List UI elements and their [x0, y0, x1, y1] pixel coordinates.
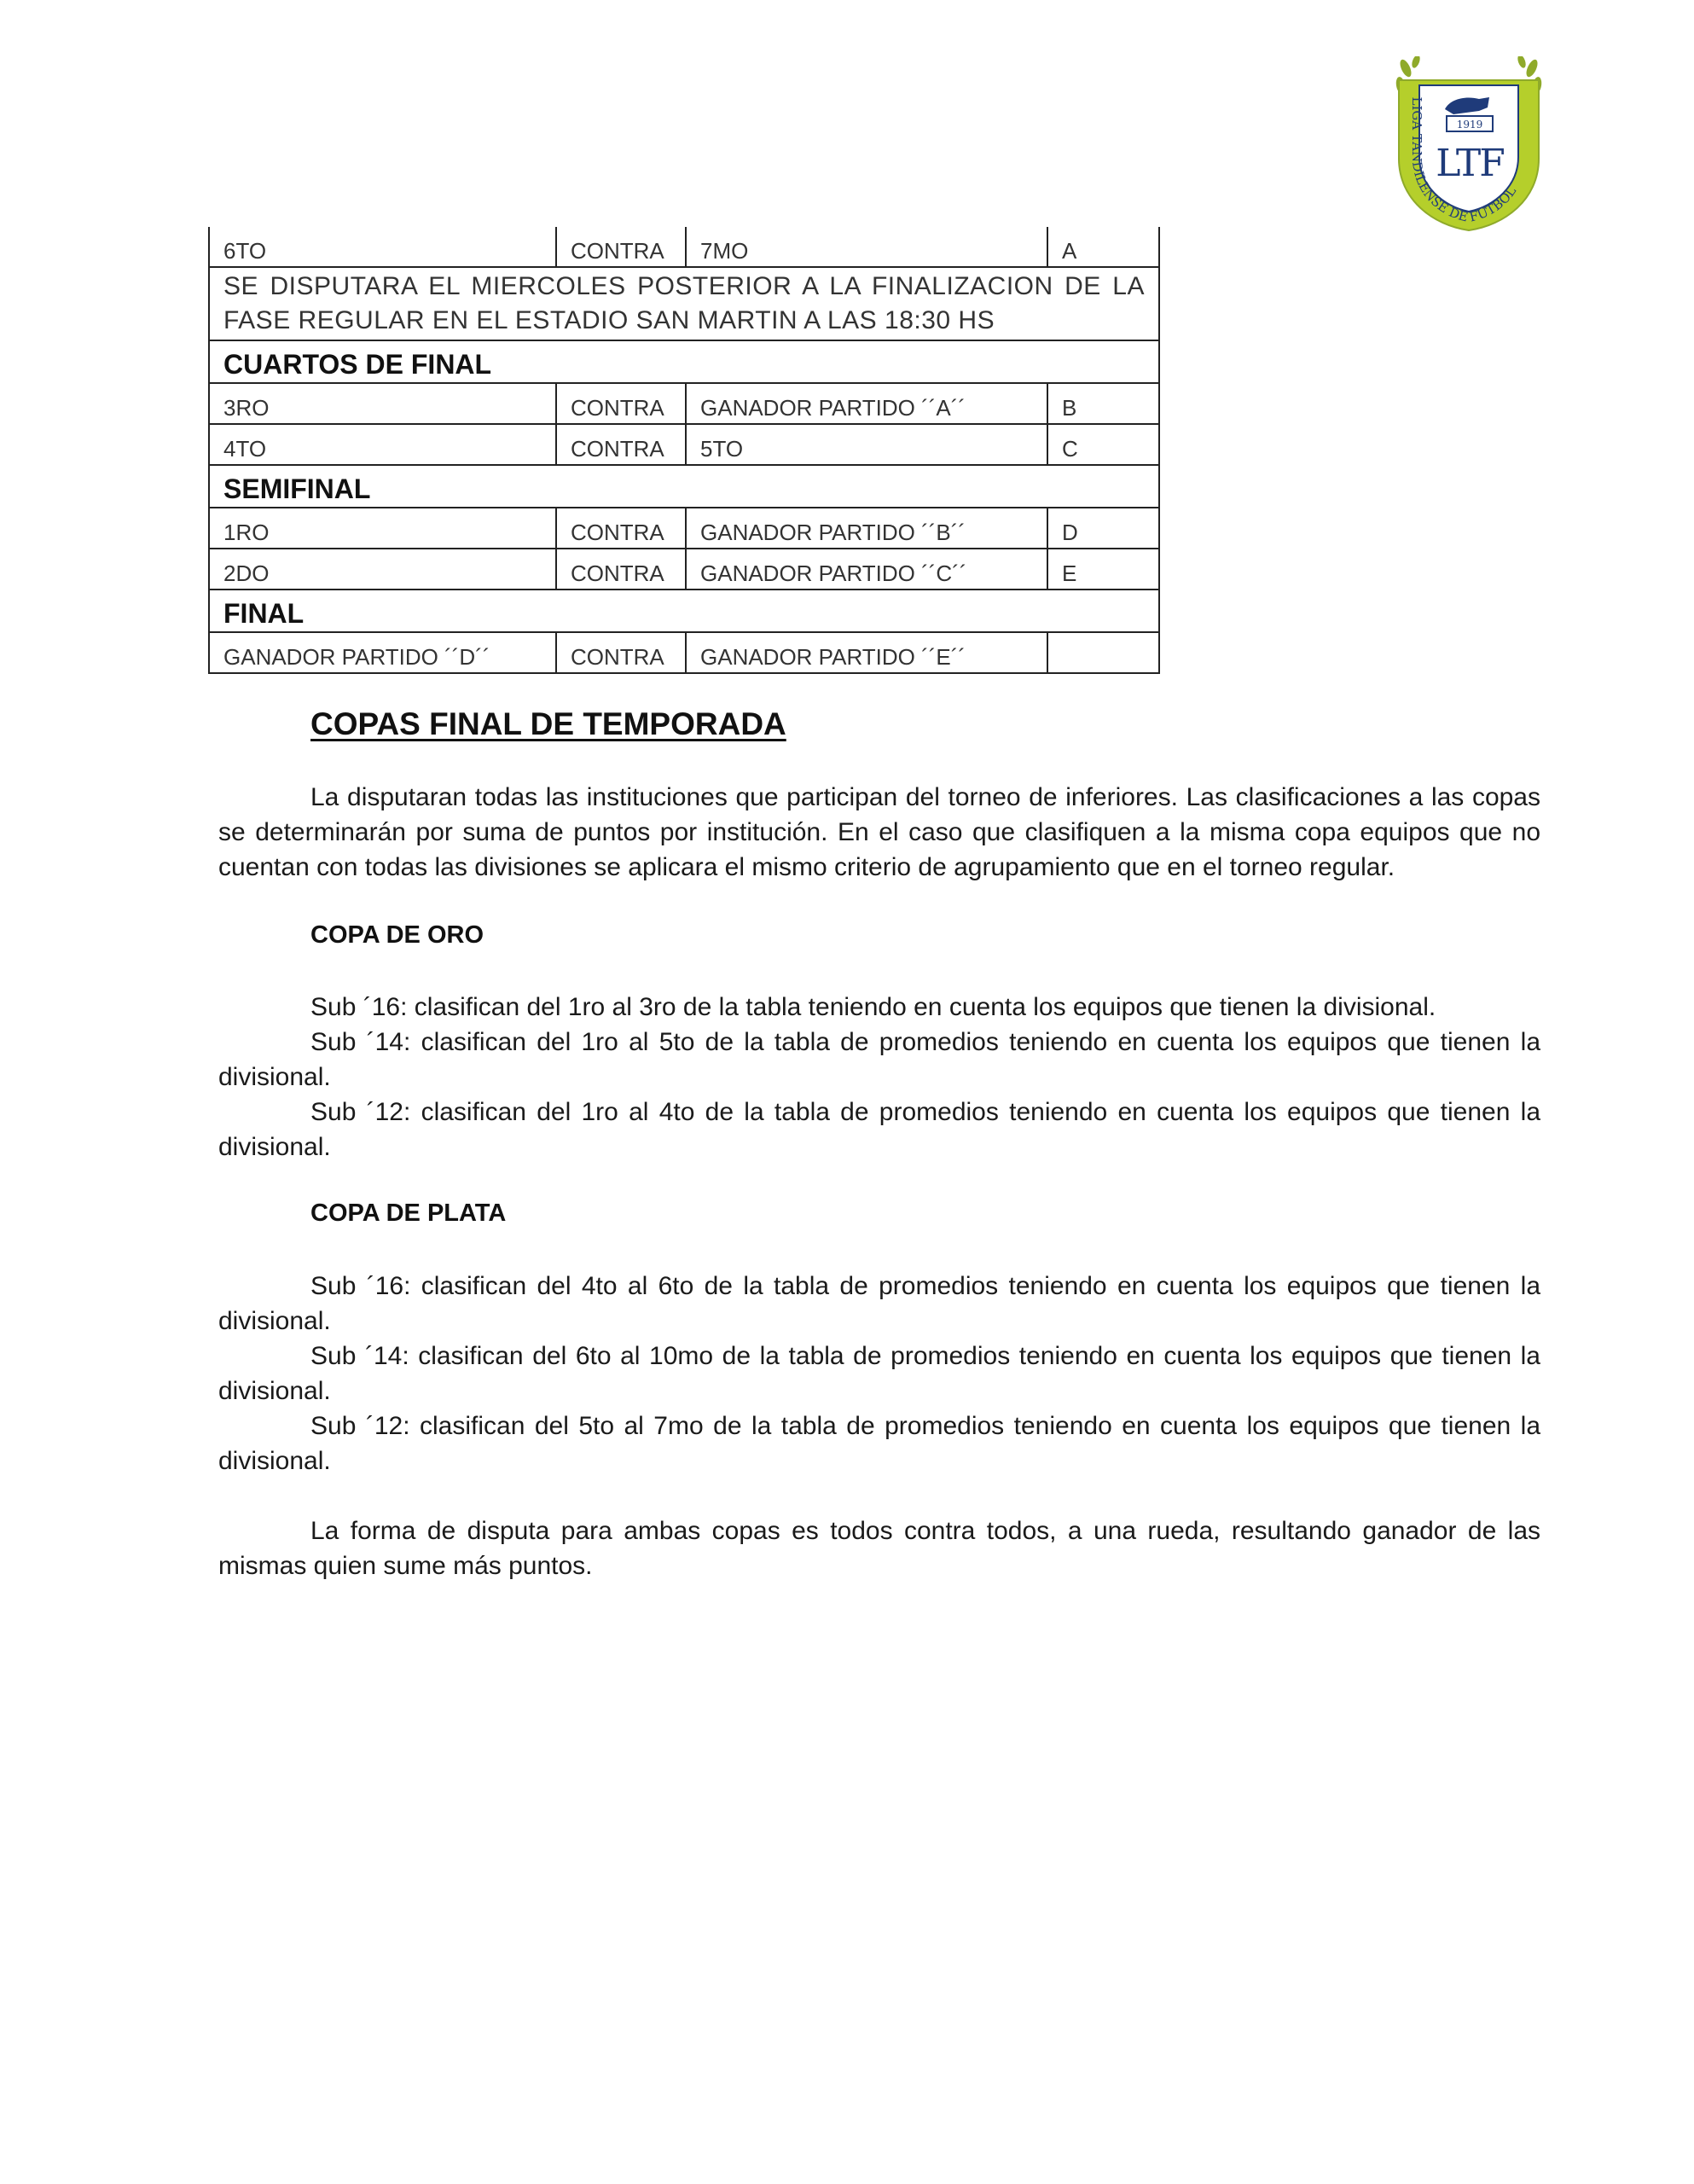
playoff-fixture-table — [208, 227, 1160, 674]
intro-paragraph: La disputaran todas las instituciones que participan del torneo de inferiores. Las clasificaciones a las copas se determinarán por suma de puntos por institución. En el caso que clasifiquen a la misma copa equipos que no cuentan con todas las divisiones se aplicara el mismo criterio de agrupamiento que en el torneo regular. — [218, 783, 1540, 881]
table-row — [209, 549, 1159, 590]
stage-header-row — [209, 590, 1159, 632]
team2-cell: 7MO — [686, 227, 1047, 267]
match-id-cell: E — [1047, 549, 1159, 590]
stage-title-semifinal: SEMIFINAL — [209, 465, 1159, 508]
team2-cell: 5TO — [686, 424, 1047, 465]
copa-plata-line: Sub ´12: clasifican del 5to al 7mo de la tabla de promedios teniendo en cuenta los equipos que tienen la divisional. — [218, 1412, 1540, 1475]
table-row — [209, 632, 1159, 673]
svg-text:1919: 1919 — [1456, 119, 1483, 131]
team2-cell: GANADOR PARTIDO ´´E´´ — [686, 632, 1047, 673]
team2-cell: GANADOR PARTIDO ´´A´´ — [686, 383, 1047, 424]
table-row — [209, 508, 1159, 549]
team2-cell: GANADOR PARTIDO ´´B´´ — [686, 508, 1047, 549]
copa-oro-heading: COPA DE ORO — [310, 921, 484, 949]
table-row — [209, 424, 1159, 465]
copa-plata-line: Sub ´14: clasifican del 6to al 10mo de la tabla de promedios teniendo en cuenta los equipos que tienen la divisional. — [218, 1342, 1540, 1405]
match-id-cell: B — [1047, 383, 1159, 424]
team1-cell: 2DO — [209, 549, 556, 590]
match-id-cell — [1047, 632, 1159, 673]
versus-cell: CONTRA — [556, 383, 686, 424]
versus-cell: CONTRA — [556, 227, 686, 267]
team1-cell: 1RO — [209, 508, 556, 549]
stage-header-row — [209, 340, 1159, 383]
versus-cell: CONTRA — [556, 632, 686, 673]
team1-cell: GANADOR PARTIDO ´´D´´ — [209, 632, 556, 673]
section-heading-copas: COPAS FINAL DE TEMPORADA — [310, 706, 786, 741]
team1-cell: 4TO — [209, 424, 556, 465]
copa-oro-line: Sub ´12: clasifican del 1ro al 4to de la tabla de promedios teniendo en cuenta los equipos que tienen la divisional. — [218, 1098, 1540, 1161]
stage-title-cuartos: CUARTOS DE FINAL — [209, 340, 1159, 383]
team1-cell: 6TO — [209, 227, 556, 267]
stage-title-final: FINAL — [209, 590, 1159, 632]
versus-cell: CONTRA — [556, 549, 686, 590]
match-id-cell: D — [1047, 508, 1159, 549]
closing-paragraph: La forma de disputa para ambas copas es todos contra todos, a una rueda, resultando ganador de las mismas quien sume más puntos. — [218, 1517, 1540, 1580]
match-id-cell: C — [1047, 424, 1159, 465]
team2-cell: GANADOR PARTIDO ´´C´´ — [686, 549, 1047, 590]
table-row — [209, 383, 1159, 424]
schedule-note-cell: SE DISPUTARA EL MIERCOLES POSTERIOR A LA FINALIZACION DE LA FASE REGULAR EN EL ESTADIO SAN MARTIN A LAS 18:30 HS — [209, 267, 1159, 340]
svg-text:LIGA TANDILENSE DE FUTBOL: LIGA TANDILENSE DE FUTBOL — [1409, 96, 1520, 226]
copa-oro-line: Sub ´16: clasifican del 1ro al 3ro de la tabla teniendo en cuenta los equipos que tienen la divisional. — [310, 993, 1436, 1021]
versus-cell: CONTRA — [556, 508, 686, 549]
ltf-logo-emblem — [1394, 56, 1544, 232]
copa-plata-line: Sub ´16: clasifican del 4to al 6to de la tabla de promedios teniendo en cuenta los equipos que tienen la divisional. — [218, 1272, 1540, 1335]
team1-cell: 3RO — [209, 383, 556, 424]
copa-plata-heading: COPA DE PLATA — [310, 1199, 507, 1227]
match-id-cell: A — [1047, 227, 1159, 267]
stage-header-row — [209, 465, 1159, 508]
svg-text:LTF: LTF — [1436, 142, 1504, 185]
copa-oro-line: Sub ´14: clasifican del 1ro al 5to de la tabla de promedios teniendo en cuenta los equipos que tienen la divisional. — [218, 1028, 1540, 1091]
table-row — [209, 227, 1159, 267]
versus-cell: CONTRA — [556, 424, 686, 465]
table-row — [209, 267, 1159, 340]
